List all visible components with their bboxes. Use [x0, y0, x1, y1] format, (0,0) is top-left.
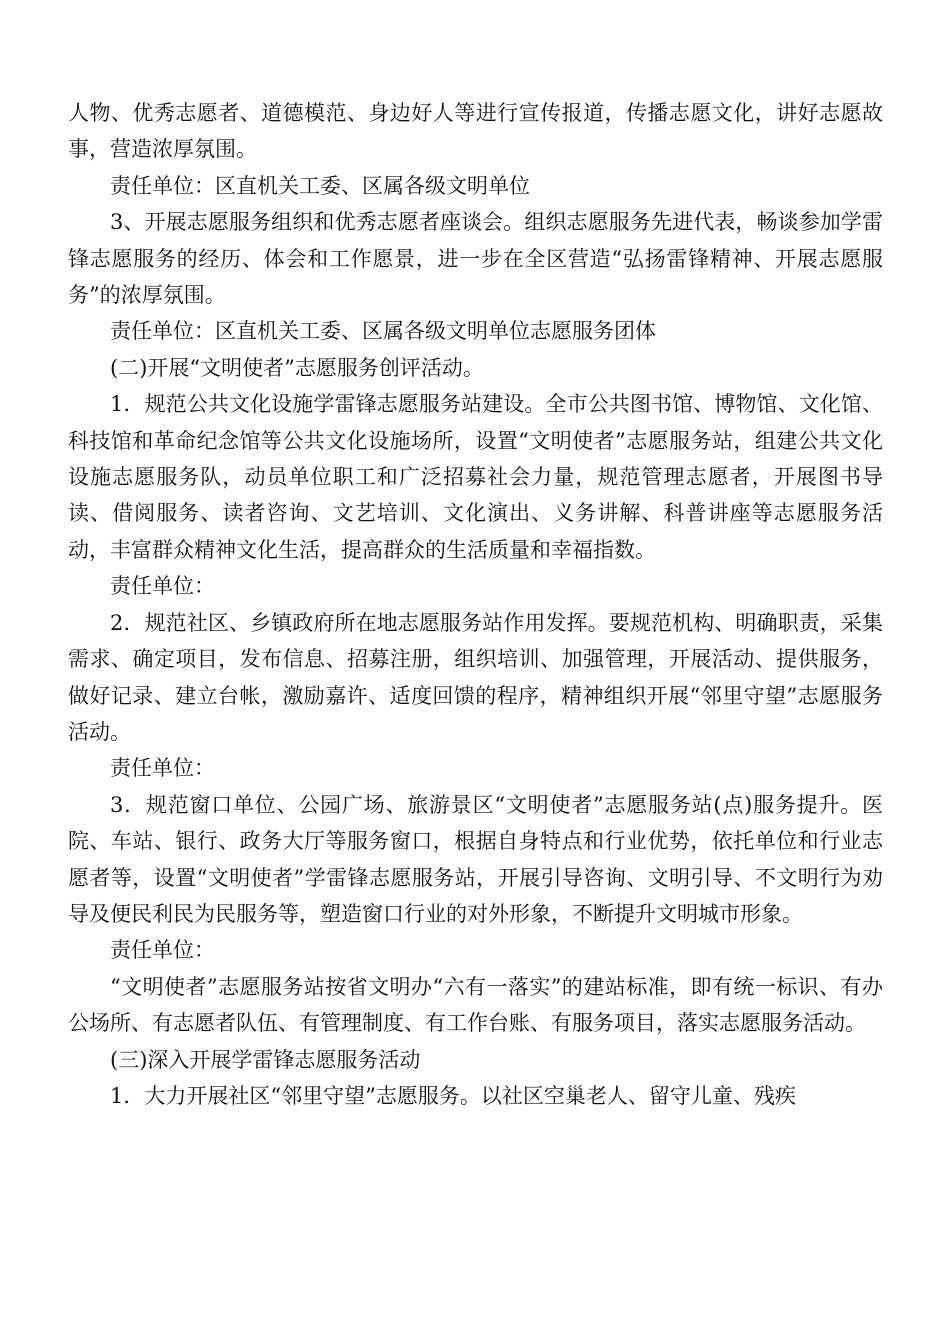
paragraph-item-1-neighborhood: 1．大力开展社区“邻里守望”志愿服务。以社区空巢老人、留守儿童、残疾 [110, 1083, 796, 1108]
paragraph-item-3-symposium: 3、开展志愿服务组织和优秀志愿者座谈会。组织志愿服务先进代表，畅谈参加学雷锋志愿服务的经历、体会和工作愿景，进一步在全区营造“弘扬雷锋精神、开展志愿服务”的浓厚氛围。 [68, 210, 883, 308]
paragraph-responsible-unit: 责任单位：区直机关工委、区属各级文明单位志愿服务团体 [110, 319, 656, 344]
section-heading-2: (二)开展“文明使者”志愿服务创评活动。 [110, 355, 484, 380]
paragraph-item-3-service-windows: 3．规范窗口单位、公园广场、旅游景区“文明使者”志愿服务站(点)服务提升。医院、车站、银行、政务大厅等服务窗口，根据自身特点和行业优势，依托单位和行业志愿者等，设置“文明使者”学雷锋志愿服务站，开展引导咨询、文明引导、不文明行为劝导及便民利民为民服务等，塑造窗口行业的对外形象，不断提升文明城市形象。 [68, 792, 883, 926]
document-page [68, 95, 883, 1114]
paragraph-responsible-unit: 责任单位： [110, 574, 215, 599]
paragraph-responsible-unit: 责任单位：区直机关工委、区属各级文明单位 [110, 173, 530, 198]
section-heading-3: (三)深入开展学雷锋志愿服务活动 [110, 1047, 421, 1072]
paragraph-responsible-unit: 责任单位： [110, 938, 215, 963]
paragraph-item-2-community: 2．规范社区、乡镇政府所在地志愿服务站作用发挥。要规范机构、明确职责，采集需求、确定项目，发布信息、招募注册，组织培训、加强管理，开展活动、提供服务，做好记录、建立台帐，激励嘉许、适度回馈的程序，精神组织开展“邻里守望”志愿服务活动。 [68, 610, 883, 744]
paragraph-station-standard: “文明使者”志愿服务站按省文明办“六有一落实”的建站标准，即有统一标识、有办公场所、有志愿者队伍、有管理制度、有工作台账、有服务项目，落实志愿服务活动。 [68, 974, 883, 1036]
paragraph-item-1-cultural-facilities: 1．规范公共文化设施学雷锋志愿服务站建设。全市公共图书馆、博物馆、文化馆、科技馆和革命纪念馆等公共文化设施场所，设置“文明使者”志愿服务站，组建公共文化设施志愿服务队，动员单位职工和广泛招募社会力量，规范管理志愿者，开展图书导读、借阅服务、读者咨询、文艺培训、文化演出、义务讲解、科普讲座等志愿服务活动，丰富群众精神文化生活，提高群众的生活质量和幸福指数。 [68, 392, 883, 562]
paragraph-continuation: 人物、优秀志愿者、道德模范、身边好人等进行宣传报道，传播志愿文化，讲好志愿故事，营造浓厚氛围。 [68, 101, 883, 162]
paragraph-responsible-unit: 责任单位： [110, 756, 215, 781]
